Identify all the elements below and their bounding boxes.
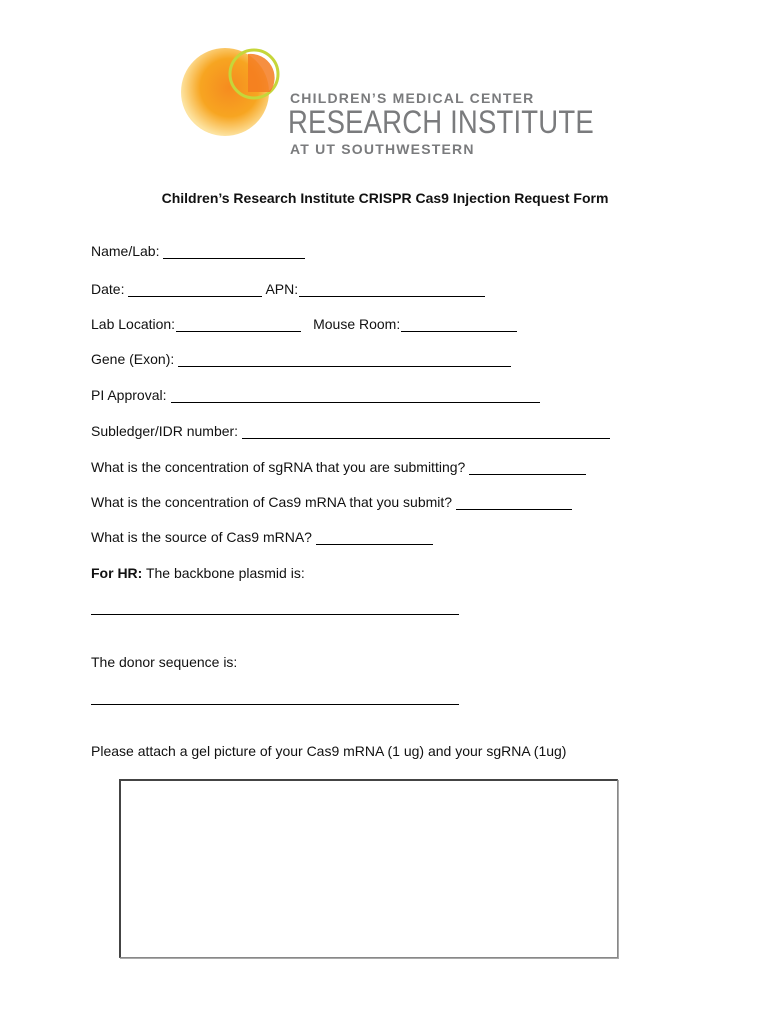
name-lab-field[interactable] — [163, 244, 305, 259]
lab-location-label: Lab Location: — [91, 316, 176, 332]
cas9-question: What is the concentration of Cas9 mRNA that you submit? — [91, 494, 453, 510]
name-lab-row — [91, 243, 305, 259]
attach-row — [91, 743, 566, 759]
hr-label: For HR: — [91, 565, 143, 581]
pi-row — [91, 387, 540, 403]
source-field[interactable] — [316, 530, 433, 545]
attach-text: Please attach a gel picture of your Cas9 mRNA (1 ug) and your sgRNA (1ug) — [91, 743, 567, 759]
gene-exon-field[interactable] — [178, 352, 511, 367]
form-title: Children’s Research Institute CRISPR Cas9 Injection Request Form — [161, 190, 609, 206]
sgrna-question: What is the concentration of sgRNA that you are submitting? — [91, 459, 466, 475]
mouse-room-field[interactable] — [401, 317, 517, 332]
cas9-field[interactable] — [456, 495, 572, 510]
gel-picture-box[interactable] — [119, 779, 618, 958]
institute-logo — [178, 42, 288, 142]
gene-exon-label: Gene (Exon): — [91, 351, 175, 367]
gene-row — [91, 351, 511, 367]
location-row — [91, 316, 517, 332]
mouse-room-label: Mouse Room: — [313, 316, 401, 332]
hr-text: The backbone plasmid is: — [142, 565, 305, 581]
source-question: What is the source of Cas9 mRNA? — [91, 529, 312, 545]
logo-text-line2: RESEARCH INSTITUTE — [288, 104, 594, 140]
logo-text-line1: CHILDREN’S MEDICAL CENTER — [290, 90, 535, 106]
subledger-label: Subledger/IDR number: — [91, 423, 239, 439]
subledger-row — [91, 423, 610, 439]
logo-text-line3: AT UT SOUTHWESTERN — [290, 141, 475, 157]
source-row — [91, 529, 433, 545]
sgrna-field[interactable] — [469, 460, 586, 475]
pi-approval-field[interactable] — [171, 388, 540, 403]
donor-text: The donor sequence is: — [91, 654, 238, 670]
backbone-plasmid-field[interactable] — [91, 614, 459, 615]
sgrna-row — [91, 459, 586, 475]
name-lab-label: Name/Lab: — [91, 243, 160, 259]
date-apn-row — [91, 281, 485, 297]
donor-row — [91, 654, 237, 670]
apn-label: APN: — [265, 281, 299, 297]
hr-row — [91, 565, 305, 581]
date-field[interactable] — [128, 282, 262, 297]
apn-field[interactable] — [299, 282, 485, 297]
date-label: Date: — [91, 281, 125, 297]
cas9-row — [91, 494, 572, 510]
donor-sequence-field[interactable] — [91, 704, 459, 705]
lab-location-field[interactable] — [176, 317, 301, 332]
subledger-field[interactable] — [242, 424, 610, 439]
pi-approval-label: PI Approval: — [91, 387, 167, 403]
